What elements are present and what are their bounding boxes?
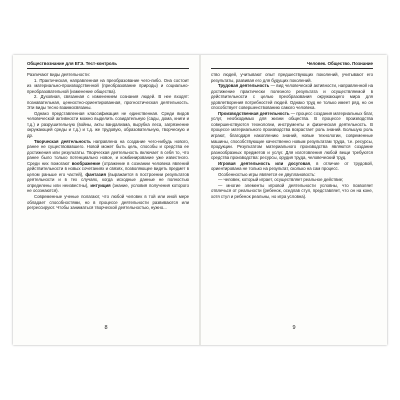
left-paragraph: 2. Духовная, связанная с изменением сознания людей. В нее входят: познавательная, ценностно-ориентированная, прогностическая деятельность. Эти виды тесно взаимосвязаны. [27,94,189,111]
left-page [13,55,199,345]
right-paragraph: — человек, который играет, осуществляет реальное действие; [218,177,344,183]
right-header-title: Человек. Общество. Познание [306,61,373,66]
left-paragraph: 1. Практическая, направленная на преобразование чего-либо. Она состоит из материально-производственной (преобразование природы) и социально-преобразовательной (изменение общества). [27,77,189,94]
left-paragraph: Однако представленная классификация не единственная. Среди видов человеческой активности можно выделить созидательную (сады, дома, книги и т.д.) и разрушительную (войны, акты вандализма, вырубка леса, загрязнение окружающей среды и т.д.) и т.д. же трудовую, образовательную, творческую и др. [27,110,189,139]
left-paragraph: Современные ученые полагают, что любой человек в той или иной мере обладает способностями, но в процессе деятельности развиваются или регрессируют. Чтобы заниматься творческой деятельностью, нужно... [27,194,189,211]
right-paragraph: Игровая деятельность или досуговая, в отличие от трудовой, ориентирована не только на результат, сколько на сам процесс. [211,160,373,172]
right-paragraph: ство людей, учитывают опыт предшествующих поколений, учитывают его результаты, развивая его для будущих поколений. [211,72,373,83]
book-spread [13,55,387,345]
left-paragraph: Различают виды деятельности: [27,72,90,77]
right-running-header [211,61,373,69]
right-paragraph: Особенностью игры является ее двуплановость: [218,171,316,177]
right-page-number: 9 [292,325,296,331]
left-paragraph: Творческая деятельность направлена на создание чего-нибудь нового, ранее не существовавшего. Новой может быть цель, способы и средства ее достижения или результаты. Творческая деятельность включает в себя то, что ранее было только потенциально новое, и комбинирование уже известного. Среди них помогают воображение (отражение в сознании человека явлений действительности в новых сочетаниях и связях, позволяющее видеть предмет в целом раньше его частей), фантазия (выражается в построении результатов деятельности и в тех случаях, когда исходные данные не полностью определены или неизвестны), интуиция (знание, условия получения которого не осознаются). [27,138,189,194]
right-paragraph: Трудовая деятельность — вид человеческой активности, направленной на достижение практически полезного результата и осуществляемой в действительности с целью преобразования окружающего мира для удовлетворения потребностей людей. Однако труд не только имеет ряд, но он способствует совершенствованию самого человека. [211,83,373,111]
right-page-body [211,72,373,200]
left-running-header [27,61,189,69]
left-header-title: Обществознание для ЕГЭ. Тест-контроль [27,61,117,66]
right-page [201,55,387,345]
right-paragraph: Производственная деятельность — процесс создания материальных благ, услуг, необходимых для жизни общества. В процессе производства совершенствуются технологии, инструменты и физическая деятельность. В процессе материального производства возрастает роль знаний. Большую роль играют, благодаря накоплению знаний, новые технологии, современные машины, способствующие качественно новым результатам труда, т.е. ресурсы, продукции. Результатом материального производства являются создание разнообразных предметов и услуг. Для изготовления любой вещи требуются средства производства: ресурсы, орудия труда, человеческий труд. [211,110,373,161]
right-paragraph: — многие элементы игровой деятельности условны, что позволяет отвлечься от реальности (ребенок, оседлав стул, представляет, что он на коне, хотя стул и ребенок реальны, но игра условна). [211,182,373,200]
left-page-number: 8 [104,325,108,331]
left-page-body [27,72,189,211]
